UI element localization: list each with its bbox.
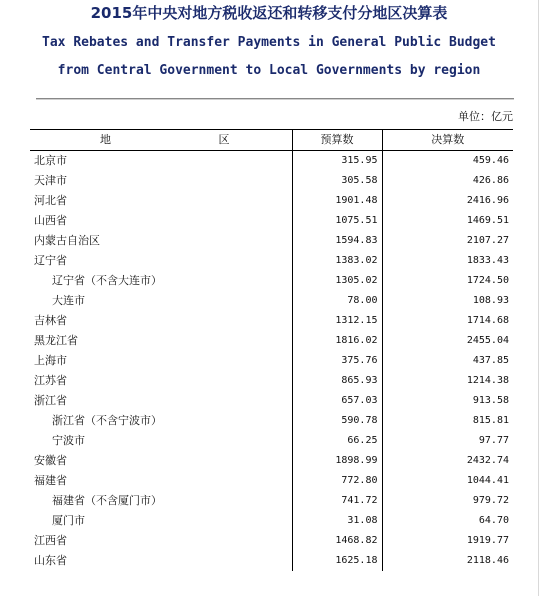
final-cell: 108.93 — [382, 291, 513, 311]
budget-cell: 1901.48 — [292, 191, 382, 211]
table-row — [30, 391, 513, 411]
budget-cell: 78.00 — [292, 291, 382, 311]
region-cell: 江西省 — [34, 534, 67, 547]
table-row — [30, 351, 513, 371]
budget-cell: 1898.99 — [292, 451, 382, 471]
table-row — [30, 431, 513, 451]
unit-label: 单位：亿元 — [458, 110, 513, 123]
final-cell: 1919.77 — [382, 531, 513, 551]
region-cell: 吉林省 — [34, 314, 67, 327]
region-cell: 浙江省（不含宁波市） — [52, 414, 162, 427]
table-row — [30, 511, 513, 531]
budget-cell: 31.08 — [292, 511, 382, 531]
region-cell: 江苏省 — [34, 374, 67, 387]
region-cell: 内蒙古自治区 — [34, 234, 100, 247]
page-title-english-line-1: Tax Rebates and Transfer Payments in General Public Budget — [42, 35, 496, 50]
table-row — [30, 231, 513, 251]
final-cell: 913.58 — [382, 391, 513, 411]
final-cell: 426.86 — [382, 171, 513, 191]
region-cell: 天津市 — [34, 174, 67, 187]
table-row — [30, 491, 513, 511]
region-cell: 浙江省 — [34, 394, 67, 407]
final-cell: 64.70 — [382, 511, 513, 531]
region-cell: 河北省 — [34, 194, 67, 207]
budget-cell: 1383.02 — [292, 251, 382, 271]
table-row — [30, 271, 513, 291]
page-title-english-line-2: from Central Government to Local Governments by region — [57, 63, 481, 78]
table-row — [30, 471, 513, 491]
table-row — [30, 251, 513, 271]
budget-cell: 1594.83 — [292, 231, 382, 251]
region-cell: 宁波市 — [52, 434, 85, 447]
region-column-header — [30, 130, 292, 151]
region-cell: 大连市 — [52, 294, 85, 307]
table-row — [30, 151, 513, 172]
table-row — [30, 551, 513, 571]
final-cell: 459.46 — [382, 151, 513, 172]
final-column-header: 决算数 — [382, 130, 513, 151]
budget-cell: 315.95 — [292, 151, 382, 172]
final-cell: 2455.04 — [382, 331, 513, 351]
table-row — [30, 171, 513, 191]
region-cell: 山西省 — [34, 214, 67, 227]
region-cell: 安徽省 — [34, 454, 67, 467]
page-title-chinese: 2015年中央对地方税收返还和转移支付分地区决算表 — [90, 4, 448, 22]
region-cell: 福建省（不含厦门市） — [52, 494, 162, 507]
budget-column-header: 预算数 — [292, 130, 382, 151]
final-cell: 1714.68 — [382, 311, 513, 331]
budget-cell: 590.78 — [292, 411, 382, 431]
region-header-left: 地 — [100, 133, 111, 146]
final-cell: 437.85 — [382, 351, 513, 371]
region-cell: 辽宁省（不含大连市） — [52, 274, 162, 287]
budget-cell: 1075.51 — [292, 211, 382, 231]
budget-cell: 1305.02 — [292, 271, 382, 291]
region-cell: 上海市 — [34, 354, 67, 367]
final-cell: 97.77 — [382, 431, 513, 451]
table-row — [30, 331, 513, 351]
budget-cell: 1625.18 — [292, 551, 382, 571]
budget-cell: 1312.15 — [292, 311, 382, 331]
table-row — [30, 291, 513, 311]
final-cell: 1214.38 — [382, 371, 513, 391]
budget-cell: 1816.02 — [292, 331, 382, 351]
budget-cell: 657.03 — [292, 391, 382, 411]
final-cell: 1833.43 — [382, 251, 513, 271]
final-cell: 2432.74 — [382, 451, 513, 471]
budget-cell: 305.58 — [292, 171, 382, 191]
table-row — [30, 411, 513, 431]
table-row — [30, 531, 513, 551]
page-right-border — [538, 0, 539, 596]
budget-cell: 375.76 — [292, 351, 382, 371]
final-cell: 979.72 — [382, 491, 513, 511]
final-cell: 2416.96 — [382, 191, 513, 211]
region-cell: 厦门市 — [52, 514, 85, 527]
final-cell: 815.81 — [382, 411, 513, 431]
region-cell: 山东省 — [34, 554, 67, 567]
table-row — [30, 191, 513, 211]
region-cell: 福建省 — [34, 474, 67, 487]
final-cell: 1044.41 — [382, 471, 513, 491]
table-row — [30, 371, 513, 391]
title-separator — [36, 98, 514, 99]
budget-cell: 1468.82 — [292, 531, 382, 551]
data-table — [30, 129, 513, 571]
table-row — [30, 451, 513, 471]
final-cell: 2107.27 — [382, 231, 513, 251]
region-cell: 辽宁省 — [34, 254, 67, 267]
budget-cell: 66.25 — [292, 431, 382, 451]
budget-cell: 772.80 — [292, 471, 382, 491]
table-body — [30, 151, 513, 572]
region-cell: 黑龙江省 — [34, 334, 78, 347]
region-header-right: 区 — [218, 133, 230, 146]
final-cell: 1469.51 — [382, 211, 513, 231]
final-cell: 1724.50 — [382, 271, 513, 291]
table-row — [30, 211, 513, 231]
budget-cell: 865.93 — [292, 371, 382, 391]
table-header-row — [30, 130, 513, 151]
table-row — [30, 311, 513, 331]
region-cell: 北京市 — [34, 154, 67, 167]
final-cell: 2118.46 — [382, 551, 513, 571]
budget-cell: 741.72 — [292, 491, 382, 511]
